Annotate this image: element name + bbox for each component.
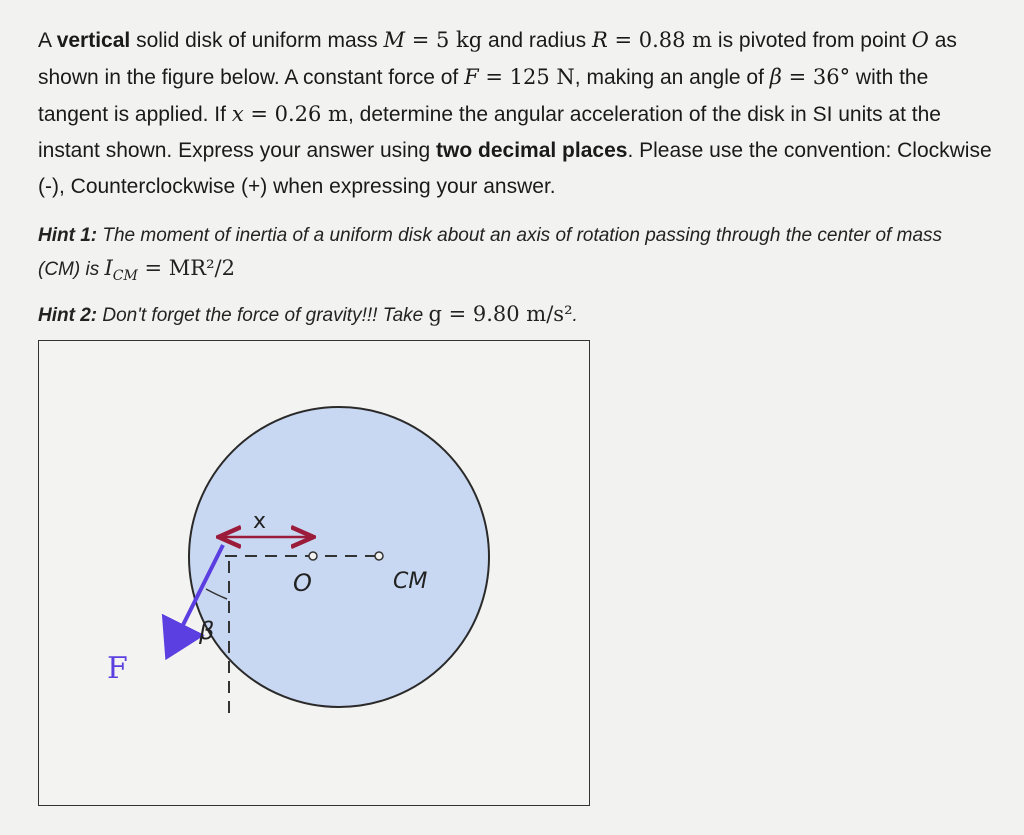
problem-segment: = xyxy=(405,28,436,52)
problem-segment: 36° xyxy=(812,65,851,89)
problem-segment: 5 kg xyxy=(435,28,483,52)
problem-segment: vertical xyxy=(56,29,131,52)
problem-segment: M xyxy=(383,28,406,52)
label-f: F xyxy=(107,651,128,686)
problem-segment: A xyxy=(38,29,57,52)
hint-2: Hint 2: Don't forget the force of gravity!!! Take g = 9.80 m/s². xyxy=(38,302,578,326)
problem-segment: is pivoted from point xyxy=(712,29,912,52)
problem-segment: R xyxy=(591,28,608,52)
center-of-mass-point xyxy=(375,552,383,560)
label-o: O xyxy=(293,569,312,597)
problem-segment: O xyxy=(911,28,929,52)
problem-segment: = xyxy=(607,28,639,52)
problem-segment: and radius xyxy=(482,29,592,52)
label-x: x xyxy=(253,509,267,534)
problem-segment: = xyxy=(478,65,510,89)
problem-segment: 0.88 m xyxy=(638,28,713,52)
problem-segment: 0.26 m xyxy=(274,102,348,126)
problem-segment: β xyxy=(769,65,782,89)
problem-segment: , making an angle of xyxy=(574,66,770,89)
hint-1 xyxy=(38,220,988,292)
pivot-point-o xyxy=(309,552,317,560)
problem-segment: solid disk of uniform mass xyxy=(130,29,384,52)
problem-segment: as shown in the figure below. A constant force of xyxy=(38,29,957,89)
diagram-figure xyxy=(38,340,590,806)
problem-segment: two decimal places xyxy=(436,139,628,162)
problem-segment: , determine the angular acceleration of the disk in SI units at the instant shown. Express your answer using xyxy=(38,103,941,162)
hint-1-label: Hint 1: xyxy=(38,225,98,246)
hint-2-text: Don't forget the force of gravity!!! Take xyxy=(97,305,429,326)
hint-1-formula: $I_{CM} = MR^2/2$ xyxy=(104,256,235,285)
problem-segment: 125 N xyxy=(509,65,575,89)
diagram-svg xyxy=(39,341,591,807)
problem-segment: with the tangent is applied. If xyxy=(38,66,929,126)
problem-segment: x xyxy=(231,102,244,126)
problem-segment: F xyxy=(464,65,479,89)
hint-2-label: Hint 2: xyxy=(38,305,98,326)
problem-segment: . Please use the convention: Clockwise (-), Counterclockwise (+) when expressing your answer. xyxy=(38,139,992,198)
label-cm: CM xyxy=(393,569,428,594)
hint-2-formula: g = 9.80 m/s² xyxy=(428,302,573,326)
problem-statement xyxy=(38,22,998,205)
problem-text xyxy=(38,22,998,205)
hint-1-text: The moment of inertia of a uniform disk about an axis of rotation passing through the center of mass (CM) is xyxy=(38,225,943,280)
problem-segment: = xyxy=(781,65,813,89)
label-beta: β xyxy=(199,617,215,645)
problem-segment: = xyxy=(243,102,275,126)
